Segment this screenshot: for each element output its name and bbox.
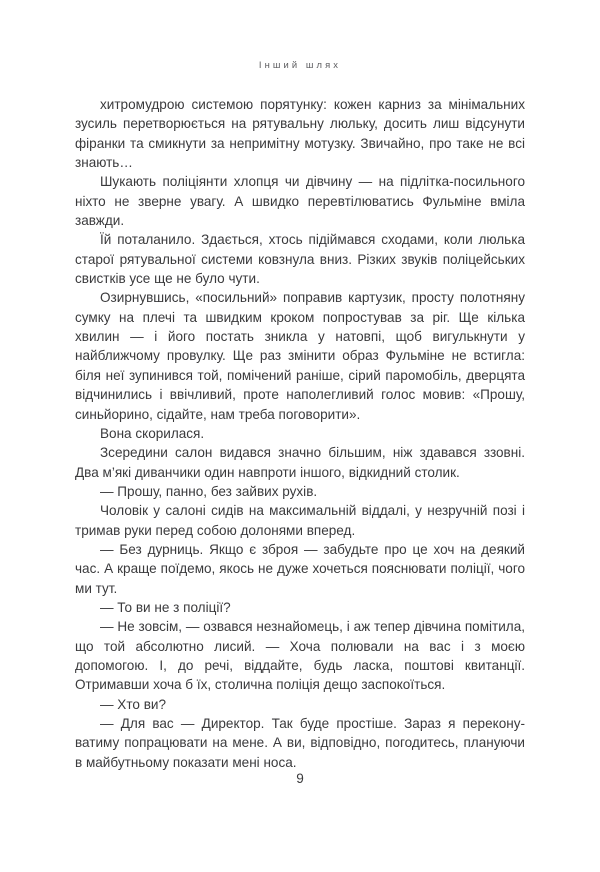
- paragraph-dialogue: — Прошу, панно, без зайвих рухів.: [100, 483, 318, 499]
- paragraph: Чоловік у салоні сидів на максимальній віддалі, у незручній позі і тримав руки перед собою долонями вперед.: [75, 503, 525, 538]
- paragraph: Вона скорилася.: [100, 425, 205, 441]
- paragraph: хитромудрою системою порятунку: кожен карниз за мінімальних зусиль перетворюється на рятувальну люльку, досить лиш відсунути фіранки та смикнути за непримітну мотузку. Звичайно, про таке не всі знають…: [75, 97, 525, 171]
- paragraph-dialogue: — Без дурниць. Якщо є зброя — забудьте про це хоч на деякий час. А краще поїдемо, якось не дуже хочеться пояснювати поліції, чого ми тут.: [75, 541, 525, 596]
- paragraph-dialogue: — Для вас — Директор. Так буде простіше. Зараз я переконуватиму попрацювати на мене. А ви, відповідно, погодитесь, плануючи в майбутньому показати мені носа.: [75, 716, 525, 770]
- running-header: Інший шлях: [258, 59, 342, 70]
- paragraph: Шукають поліціянти хлопця чи дівчину — на підлітка-посильного ніхто не зверне увагу. А швидко перевтілюватись Фульміне вміла завжди.: [75, 174, 525, 229]
- body-text-block: [75, 95, 525, 772]
- paragraph-dialogue: — Не зовсім, — озвався незнайомець, і аж тепер дівчина помітила, що той абсолютно лисий. — Хоча полювали на вас і з моєю допомогою. І, до речі, віддайте, будь ласка, поштові квитанції. Отримавши хоча б їх, столична поліція дещо заспокоїться.: [75, 619, 525, 693]
- paragraph: Їй поталанило. Здається, хтось підіймався сходами, коли люлька старої рятувальної системи ковзнула вниз. Різких звуків поліцейських свистків усе ще не було чути.: [75, 232, 525, 287]
- paragraph-dialogue: — То ви не з поліції?: [100, 599, 231, 615]
- paragraph-dialogue: — Хто ви?: [100, 696, 166, 712]
- page-number: 9: [296, 771, 304, 786]
- paragraph: Зсередини салон видався значно більшим, ніж здавався ззовні. Два м’які диванчики один навпроти іншого, відкидний столик.: [75, 445, 525, 480]
- paragraph: Озирнувшись, «посильний» поправив картузик, просту полотняну сумку на плечі та швидким кроком попростував за ріг. Ще кілька хвилин — і його постать зникла у натовпі, щоб вигулькнути у найближчому провулку. Ще раз змінити образ Фульміне не встигла: біля неї зупинився той, помічений раніше, сірий паромобіль, дверцята відчинились і ввічливий, проте наполегливий голос мовив: «Прошу, синьйорино, сідайте, нам треба поговорити».: [75, 290, 525, 422]
